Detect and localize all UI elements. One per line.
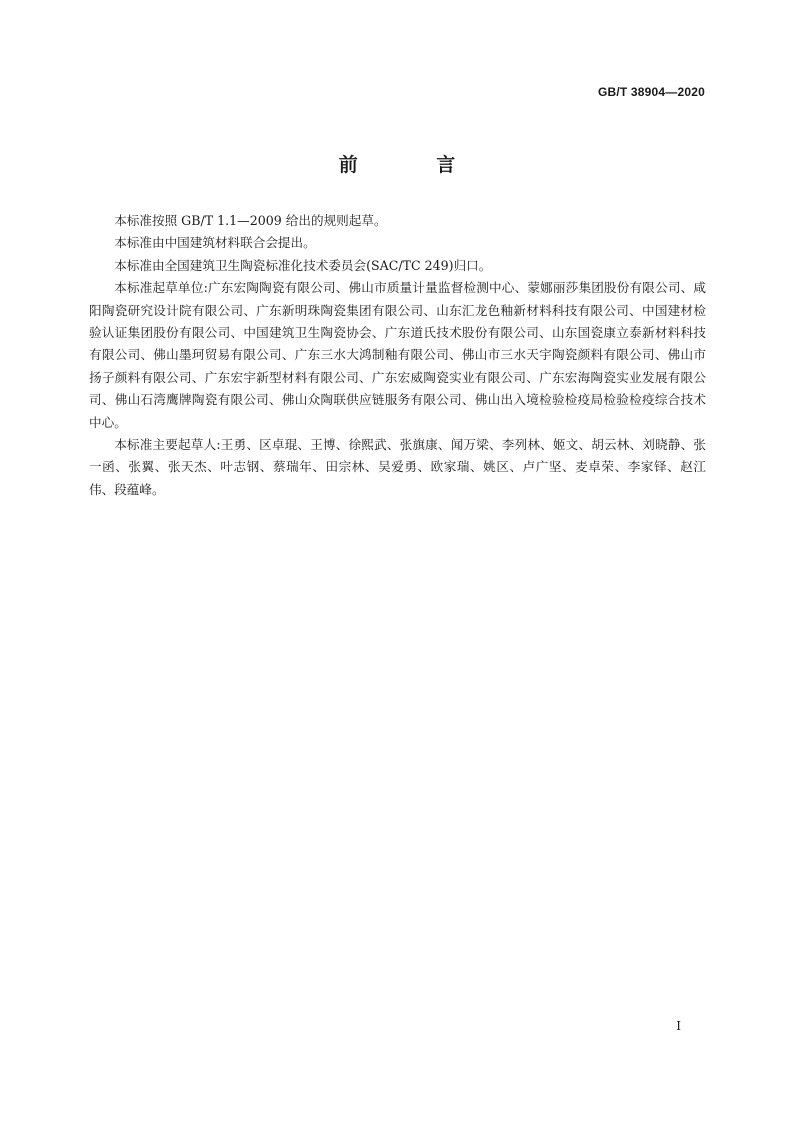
paragraph-drafting-rules: 本标准按照 GB/T 1.1—2009 给出的规则起草。 bbox=[114, 213, 387, 228]
paragraph-drafters: 本标准主要起草人:王勇、区卓琨、王博、徐熙武、张旗康、闻万梁、李列林、姬文、胡云林、刘晓静、张一函、张翼、张天杰、叶志钢、蔡瑞年、田宗林、吴爱勇、欧家瑞、姚区、卢广坚、麦卓荣、李家铎、赵江伟、段蕴峰。 bbox=[89, 437, 706, 497]
foreword-body bbox=[89, 210, 706, 501]
paragraph-administration: 本标准由全国建筑卫生陶瓷标准化技术委员会(SAC/TC 249)归口。 bbox=[114, 257, 492, 273]
page-number: I bbox=[676, 1019, 681, 1033]
paragraph-proposer: 本标准由中国建筑材料联合会提出。 bbox=[114, 235, 316, 251]
page-title: 前 言 bbox=[338, 154, 492, 176]
standard-code: GB/T 38904—2020 bbox=[597, 85, 705, 99]
paragraph-drafting-organizations: 本标准起草单位:广东宏陶陶瓷有限公司、佛山市质量计量监督检测中心、蒙娜丽莎集团股份有限公司、咸阳陶瓷研究设计院有限公司、广东新明珠陶瓷集团有限公司、山东汇龙色釉新材料科技有限公司、中国建材检验认证集团股份有限公司、中国建筑卫生陶瓷协会、广东道氏技术股份有限公司、山东国瓷康立泰新材料科技有限公司、佛山墨珂贸易有限公司、广东三水大鸿制釉有限公司、佛山市三水天宇陶瓷颜料有限公司、佛山市扬子颜料有限公司、广东宏宇新型材料有限公司、广东宏威陶瓷实业有限公司、广东宏海陶瓷实业发展有限公司、佛山石湾鹰牌陶瓷有限公司、佛山众陶联供应链服务有限公司、佛山出入境检验检疫局检验检疫综合技术中心。 bbox=[89, 280, 706, 430]
